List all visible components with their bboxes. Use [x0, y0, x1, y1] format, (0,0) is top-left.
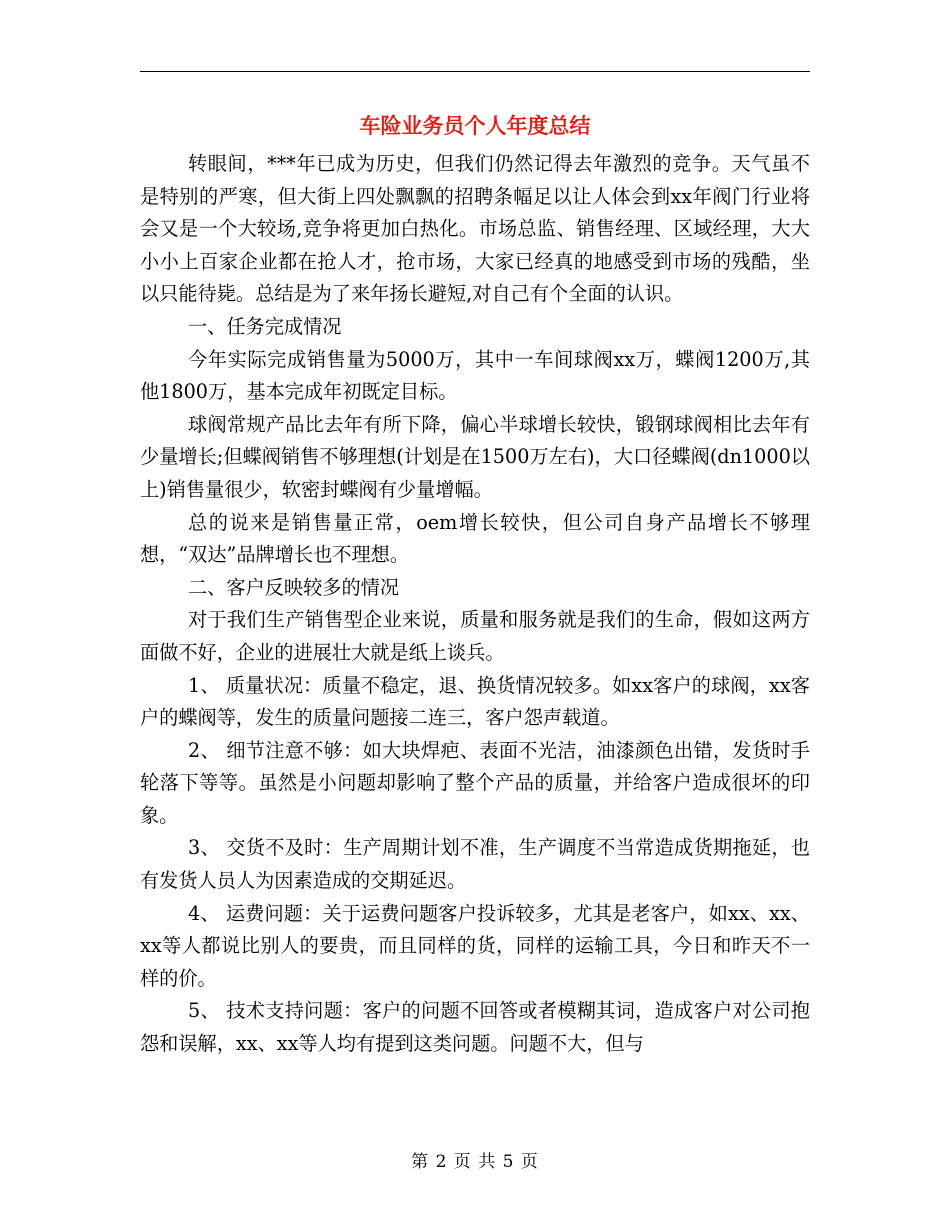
paragraph-summary: 总的说来是销售量正常，oem增长较快，但公司自身产品增长不够理想，“双达”品牌增长也不理想。 [140, 510, 810, 567]
paragraph-quality-service: 对于我们生产销售型企业来说，质量和服务就是我们的生命，假如这两方面做不好，企业的进展壮大就是纸上谈兵。 [140, 608, 810, 664]
list-item-delivery: 3、 交货不及时：生产周期计划不准，生产调度不当常造成货期拖延，也有发货人员人为因素造成的交期延迟。 [140, 836, 810, 893]
section-heading-customer: 二、客户反映较多的情况 [188, 575, 400, 599]
list-item-quality: 1、 质量状况：质量不稳定，退、换货情况较多。如xx客户的球阀，xx客户的蝶阀等，发生的质量问题接二连三，客户怨声载道。 [140, 673, 810, 730]
list-item-detail: 2、 细节注意不够：如大块焊疤、表面不光洁，油漆颜色出错，发货时手轮落下等等。虽然是小问题却影响了整个产品的质量，并给客户造成很坏的印象。 [140, 738, 810, 827]
document-title: 车险业务员个人年度总结 [359, 114, 591, 138]
paragraph-sales-volume: 今年实际完成销售量为5000万，其中一车间球阀xx万，蝶阀1200万,其他1800万，基本完成年初既定目标。 [140, 347, 810, 404]
page-footer: 第 2 页 共 5 页 [411, 1152, 539, 1172]
list-item-tech-support: 5、 技术支持问题：客户的问题不回答或者模糊其词，造成客户对公司抱怨和误解，xx、xx等人均有提到这类问题。问题不大，但与 [140, 999, 810, 1056]
section-heading-task: 一、任务完成情况 [188, 314, 342, 338]
paragraph-product-trend: 球阀常规产品比去年有所下降，偏心半球增长较快，锻钢球阀相比去年有少量增长;但蝶阀销售不够理想(计划是在1500万左右)，大口径蝶阀(dn1000以上)销售量很少，软密封蝶阀有少量增幅。 [140, 412, 810, 501]
list-item-freight: 4、 运费问题：关于运费问题客户投诉较多，尤其是老客户，如xx、xx、xx等人都说比别人的要贵，而且同样的货，同样的运输工具，今日和昨天不一样的价。 [140, 901, 810, 990]
document-body [140, 148, 810, 1061]
paragraph-intro: 转眼间，***年已成为历史，但我们仍然记得去年激烈的竞争。天气虽不是特别的严寒，但大街上四处飘飘的招聘条幅足以让人体会到xx年阀门行业将会又是一个大较场,竞争将更加白热化。市场总监、销售经理、区域经理，大大小小上百家企业都在抢人才，抢市场，大家已经真的地感受到市场的残酷，坐以只能待毙。总结是为了来年扬长避短,对自己有个全面的认识。 [140, 152, 810, 306]
header-rule [140, 71, 810, 72]
